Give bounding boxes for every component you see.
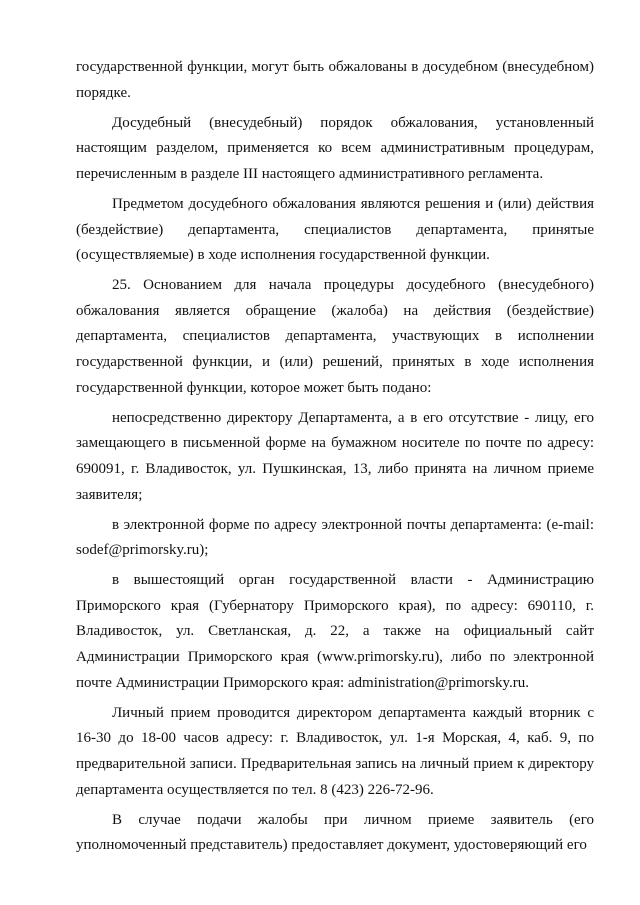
paragraph-direct-submission: непосредственно директору Департамента, а в его отсутствие - лицу, его замещающего в письменной форме на бумажном носителе по почте по адресу: 690091, г. Владивосток, ул. Пушкинская, 13, либо принята на личном приеме заявителя; xyxy=(76,409,594,503)
paragraph-electronic-submission: в электронной форме по адресу электронной почты департамента: (e-mail: sodef@primorsky.ru); xyxy=(76,516,594,559)
document-page xyxy=(76,55,594,863)
paragraph-item-25: 25. Основанием для начала процедуры досудебного (внесудебного) обжалования является обращение (жалоба) на действия (бездействие) департамента, специалистов департамента, участвующих в исполнении государственной функции, и (или) решений, принятых в ходе исполнения государственной функции, которое может быть подано: xyxy=(76,277,594,396)
paragraph-appeal-order: Досудебный (внесудебный) порядок обжалования, установленный настоящим разделом, применяется ко всем административным процедурам, перечисленным в разделе III настоящего административного регламента. xyxy=(76,114,594,182)
paragraph-higher-authority: в вышестоящий орган государственной власти - Администрацию Приморского края (Губернатору Приморского края), по адресу: 690110, г. Владивосток, ул. Светланская, д. 22, а также на официальный сайт Администрации Приморского края (www.primorsky.ru), либо по электронной почте Администрации Приморского края: administration@primorsky.ru. xyxy=(76,572,594,691)
paragraph-appeal-subject: Предметом досудебного обжалования являются решения и (или) действия (бездействие) департамента, специалистов департамента, принятые (осуществляемые) в ходе исполнения государственной функции. xyxy=(76,195,594,264)
paragraph-personal-complaint: В случае подачи жалобы при личном приеме заявитель (его уполномоченный представитель) предоставляет документ, удостоверяющий его xyxy=(76,811,594,854)
paragraph-continuation: государственной функции, могут быть обжалованы в досудебном (внесудебном) порядке. xyxy=(76,59,594,101)
paragraph-personal-reception: Личный прием проводится директором департамента каждый вторник с 16-30 до 18-00 часов адресу: г. Владивосток, ул. 1-я Морская, 4, каб. 9, по предварительной записи. Предварительная запись на личный прием к директору департамента осуществляется по тел. 8 (423) 226-72-96. xyxy=(76,704,594,798)
